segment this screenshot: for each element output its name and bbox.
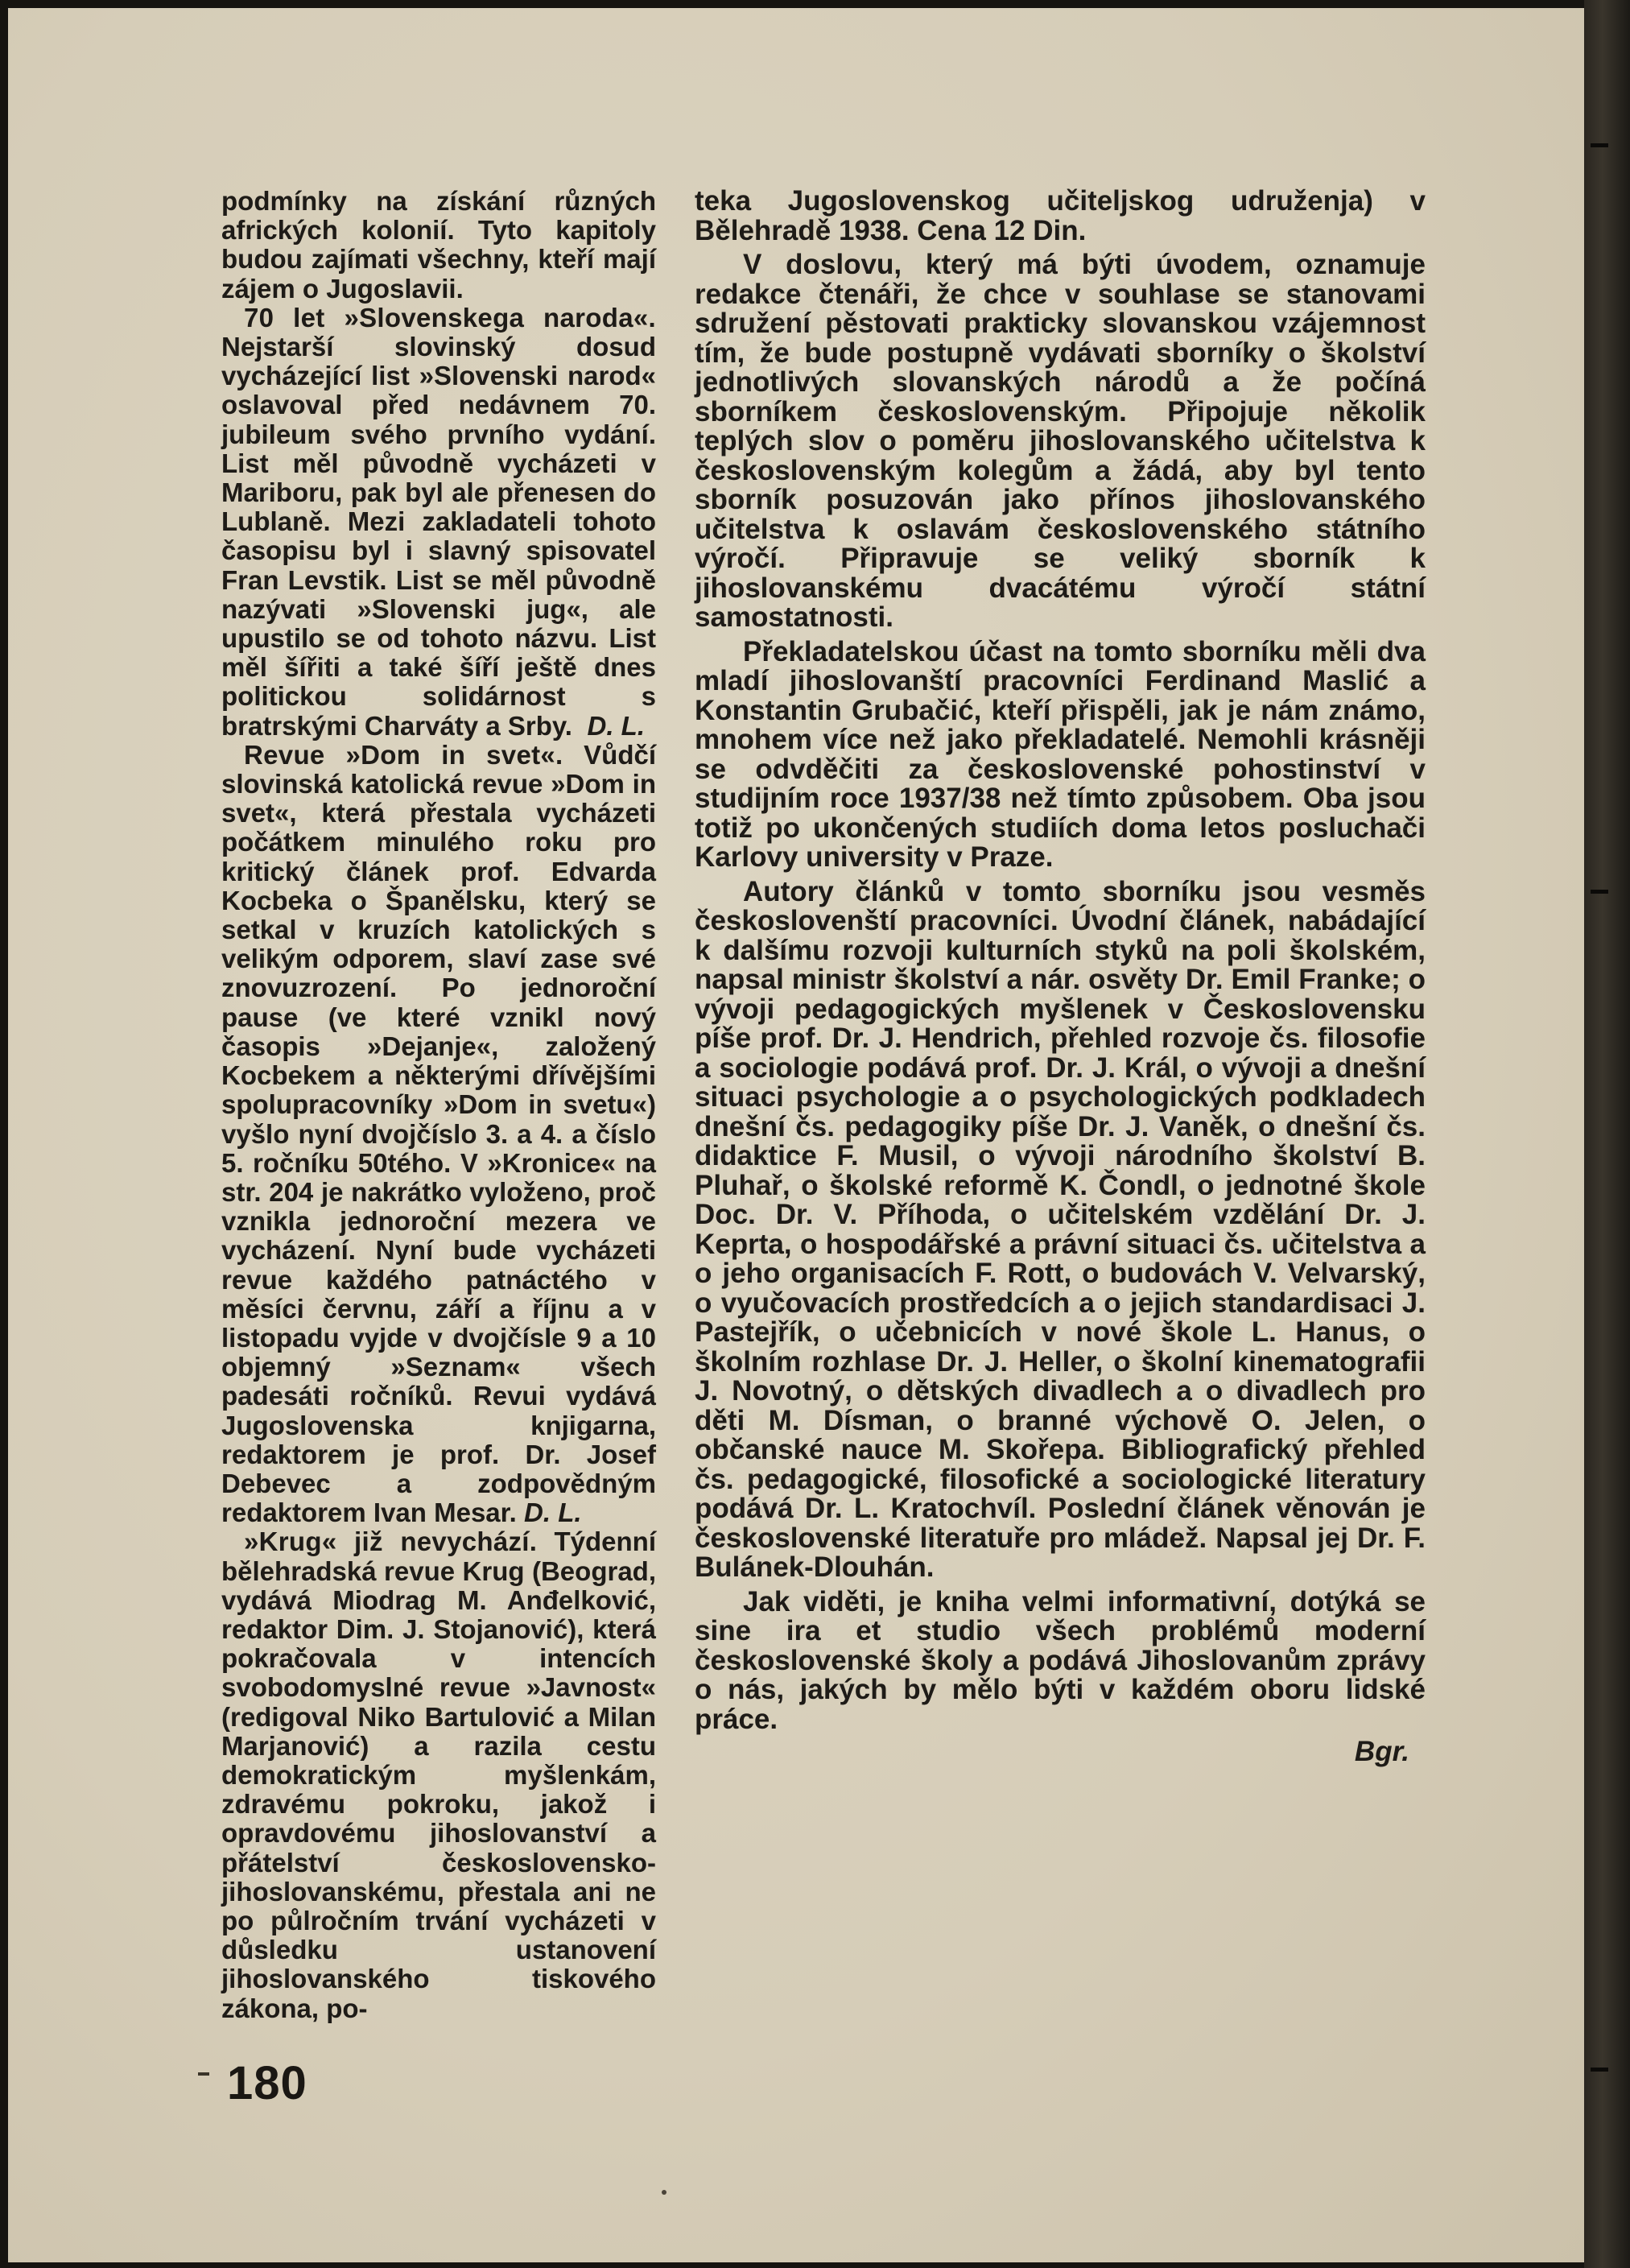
spine-mark [1591,143,1608,147]
review-paragraph: V doslovu, který má býti úvodem, oznamuje redakce čtenáři, že chce v souhlase se stanovami sdružení pěstovati prakticky slovanskou vzájemnost tím, že bude postupně vydávati sborníky o školství jednotlivých slovanských národů a že počíná sborníkem československým. Připojuje několik teplých slov o poměru jihoslovanského učitelstva k československým kolegům a žádá, aby byl tento sborník posuzován jako přínos jihoslovanského učitelstva k oslavám československého státního výročí. Připravuje se veliký sborník k jihoslovanskému dvacátému výročí státní samostatnosti. [695,249,1426,633]
article-body: Nejstarší slovinský dosud vycházející list »Slovenski narod« oslavoval před nedávnem 70. jubileum svého prvního vydání. List měl původně vycházeti v Mariboru, pak byl ale přenesen do Lublaně. Mezi zakladateli tohoto časopisu byl i slavný spisovatel Fran Levstik. List se měl původně nazývati »Slovenski jug«, ale upustilo se od tohoto názvu. List měl šířiti a také šíří ještě dnes politickou solidárnost s bratrskými Charváty a Srby. [221,332,656,741]
paper-sheet [8,8,1584,2262]
intro-paragraph: podmínky na získání různých afrických kolonií. Tyto kapitoly budou zajímati všechny, kteří mají zájem o Jugoslavii. [221,186,656,304]
page-number: 180 [227,2057,307,2109]
article-signature: D. L. [587,710,645,741]
spine-mark [1591,2068,1608,2072]
right-column [695,187,1426,1767]
article-dom-in-svet [221,741,656,1527]
review-paragraph: teka Jugoslovenskog učiteljskog udruženja) v Bělehradě 1938. Cena 12 Din. [695,185,1426,246]
review-signature: Bgr. [1354,1736,1409,1767]
review-paragraph: Překladatelskou účast na tomto sborníku měli dva mladí jihoslovanští pracovníci Ferdinand Maslić a Konstantin Grubačić, kteří přispěli, jak je nám známo, mnohem více než jako překladatelé. Nemohli krásněji se odvděčiti za československé pohostinství v studijním roce 1937/38 než tímto způsobem. Oba jsou totiž po ukončených studiích doma letos posluchači Karlovy university v Praze. [695,635,1426,873]
left-column [221,187,656,2023]
paper-speck [662,2190,666,2195]
review-paragraph: Autory článků v tomto sborníku jsou vesměs českoslovenští pracovníci. Úvodní článek, nabádající k dalšímu rozvoji kulturních styků na poli školském, napsal ministr školství a nár. osvěty Dr. Emil Franke; o vývoji pedagogických myšlenek v Československu píše prof. Dr. J. Hendrich, přehled rozvoje čs. filosofie a sociologie podává prof. Dr. J. Král, o vývoji a dnešní situaci psychologie a o psychologických podkladech dnešní čs. pedagogiky píše Dr. J. Vaněk, o dnešní čs. didaktice F. Musil, o vývoji národního školství B. Pluhař, o školské reformě K. Čondl, o jednotné škole Doc. Dr. V. Příhoda, o učitelském vzdělání Dr. J. Keprta, o hospodářské a právní situaci čs. učitelstva a o jeho organisacích F. Rott, o budovách V. Velvarský, o vyučovacích prostředcích a o jejich standardisaci J. Pastejřík, o učebnicích v nové škole L. Hanus, o školním rozhlase Dr. J. Heller, o školní kinematografii J. Novotný, o dětských divadlech a o divadlech pro děti M. Dísman, o branné výchově O. Jelen, o občanské nauce M. Skořepa. Bibliografický přehled čs. pedagogické, filosofické a sociologické literatury podává Dr. L. Kratochvíl. Poslední článek věnován je československé literatuře pro mládež. Napsal jej Dr. F. Bulánek-Dlouhán. [695,875,1426,1583]
article-body: Vůdčí slovinská katolická revue »Dom in svet«, která přestala vycházeti počátkem minulého roku pro kritický článek prof. Edvarda Kocbeka o Španělsku, který se setkal v kruzích katolických s velikým odporem, slaví zase své znovuzrození. Po jednoroční pause (ve které vznikl nový časopis »Dejanje«, založený Kocbekem a některými dřívějšími spolupracovníky »Dom in svetu«) vyšlo nyní dvojčíslo 3. a 4. a číslo 5. ročníku 50tého. V »Kronice« na str. 204 je nakrátko vyloženo, proč vznikla jednoroční mezera ve vycházení. Nyní bude vycházeti revue každého patnáctého v měsíci červnu, září a říjnu a v listopadu vyjde v dvojčísle 9 a 10 objemný »Seznam« všech padesáti ročníků. Revui vydává Jugoslovenska knjigarna, redaktorem je prof. Dr. Josef Debevec a zodpovědným redaktorem Ivan Mesar. [221,739,657,1528]
article-heading: »Krug« již nevychází. [244,1526,538,1557]
spine-mark [1591,890,1608,894]
article-heading: Revue »Dom in svet«. [244,739,563,770]
article-heading: 70 let »Slovenskega naroda«. [244,302,656,333]
margin-dash [198,2072,209,2076]
book-spine-edge [1584,0,1630,2268]
article-krug [221,1527,656,2022]
article-slovenski-narod [221,304,656,741]
article-body: Týdenní bělehradská revue Krug (Beograd, vydává Miodrag M. Anđelković, redaktor Dim. J. Stojanović), která pokračovala v intencích svobodomyslné revue »Javnost« (redigoval Niko Bartulović a Milan Marjanović) a razila cestu demokratickým myšlenkám, zdravému pokroku, jakož i opravdovému jihoslovanství a přátelství československo-jihoslovanskému, přestala ani ne po půlročním trvání vycházeti v důsledku ustanovení jihoslovanského tiskového zákona, po- [221,1526,656,2023]
article-signature: D. L. [524,1498,582,1528]
review-paragraph: Jak viděti, je kniha velmi informativní, dotýká se sine ira et studio všech problémů moderní československé školy a podává Jihoslovanům zprávy o nás, jakých by mělo býti v každém oboru lidské práce. [695,1585,1426,1735]
